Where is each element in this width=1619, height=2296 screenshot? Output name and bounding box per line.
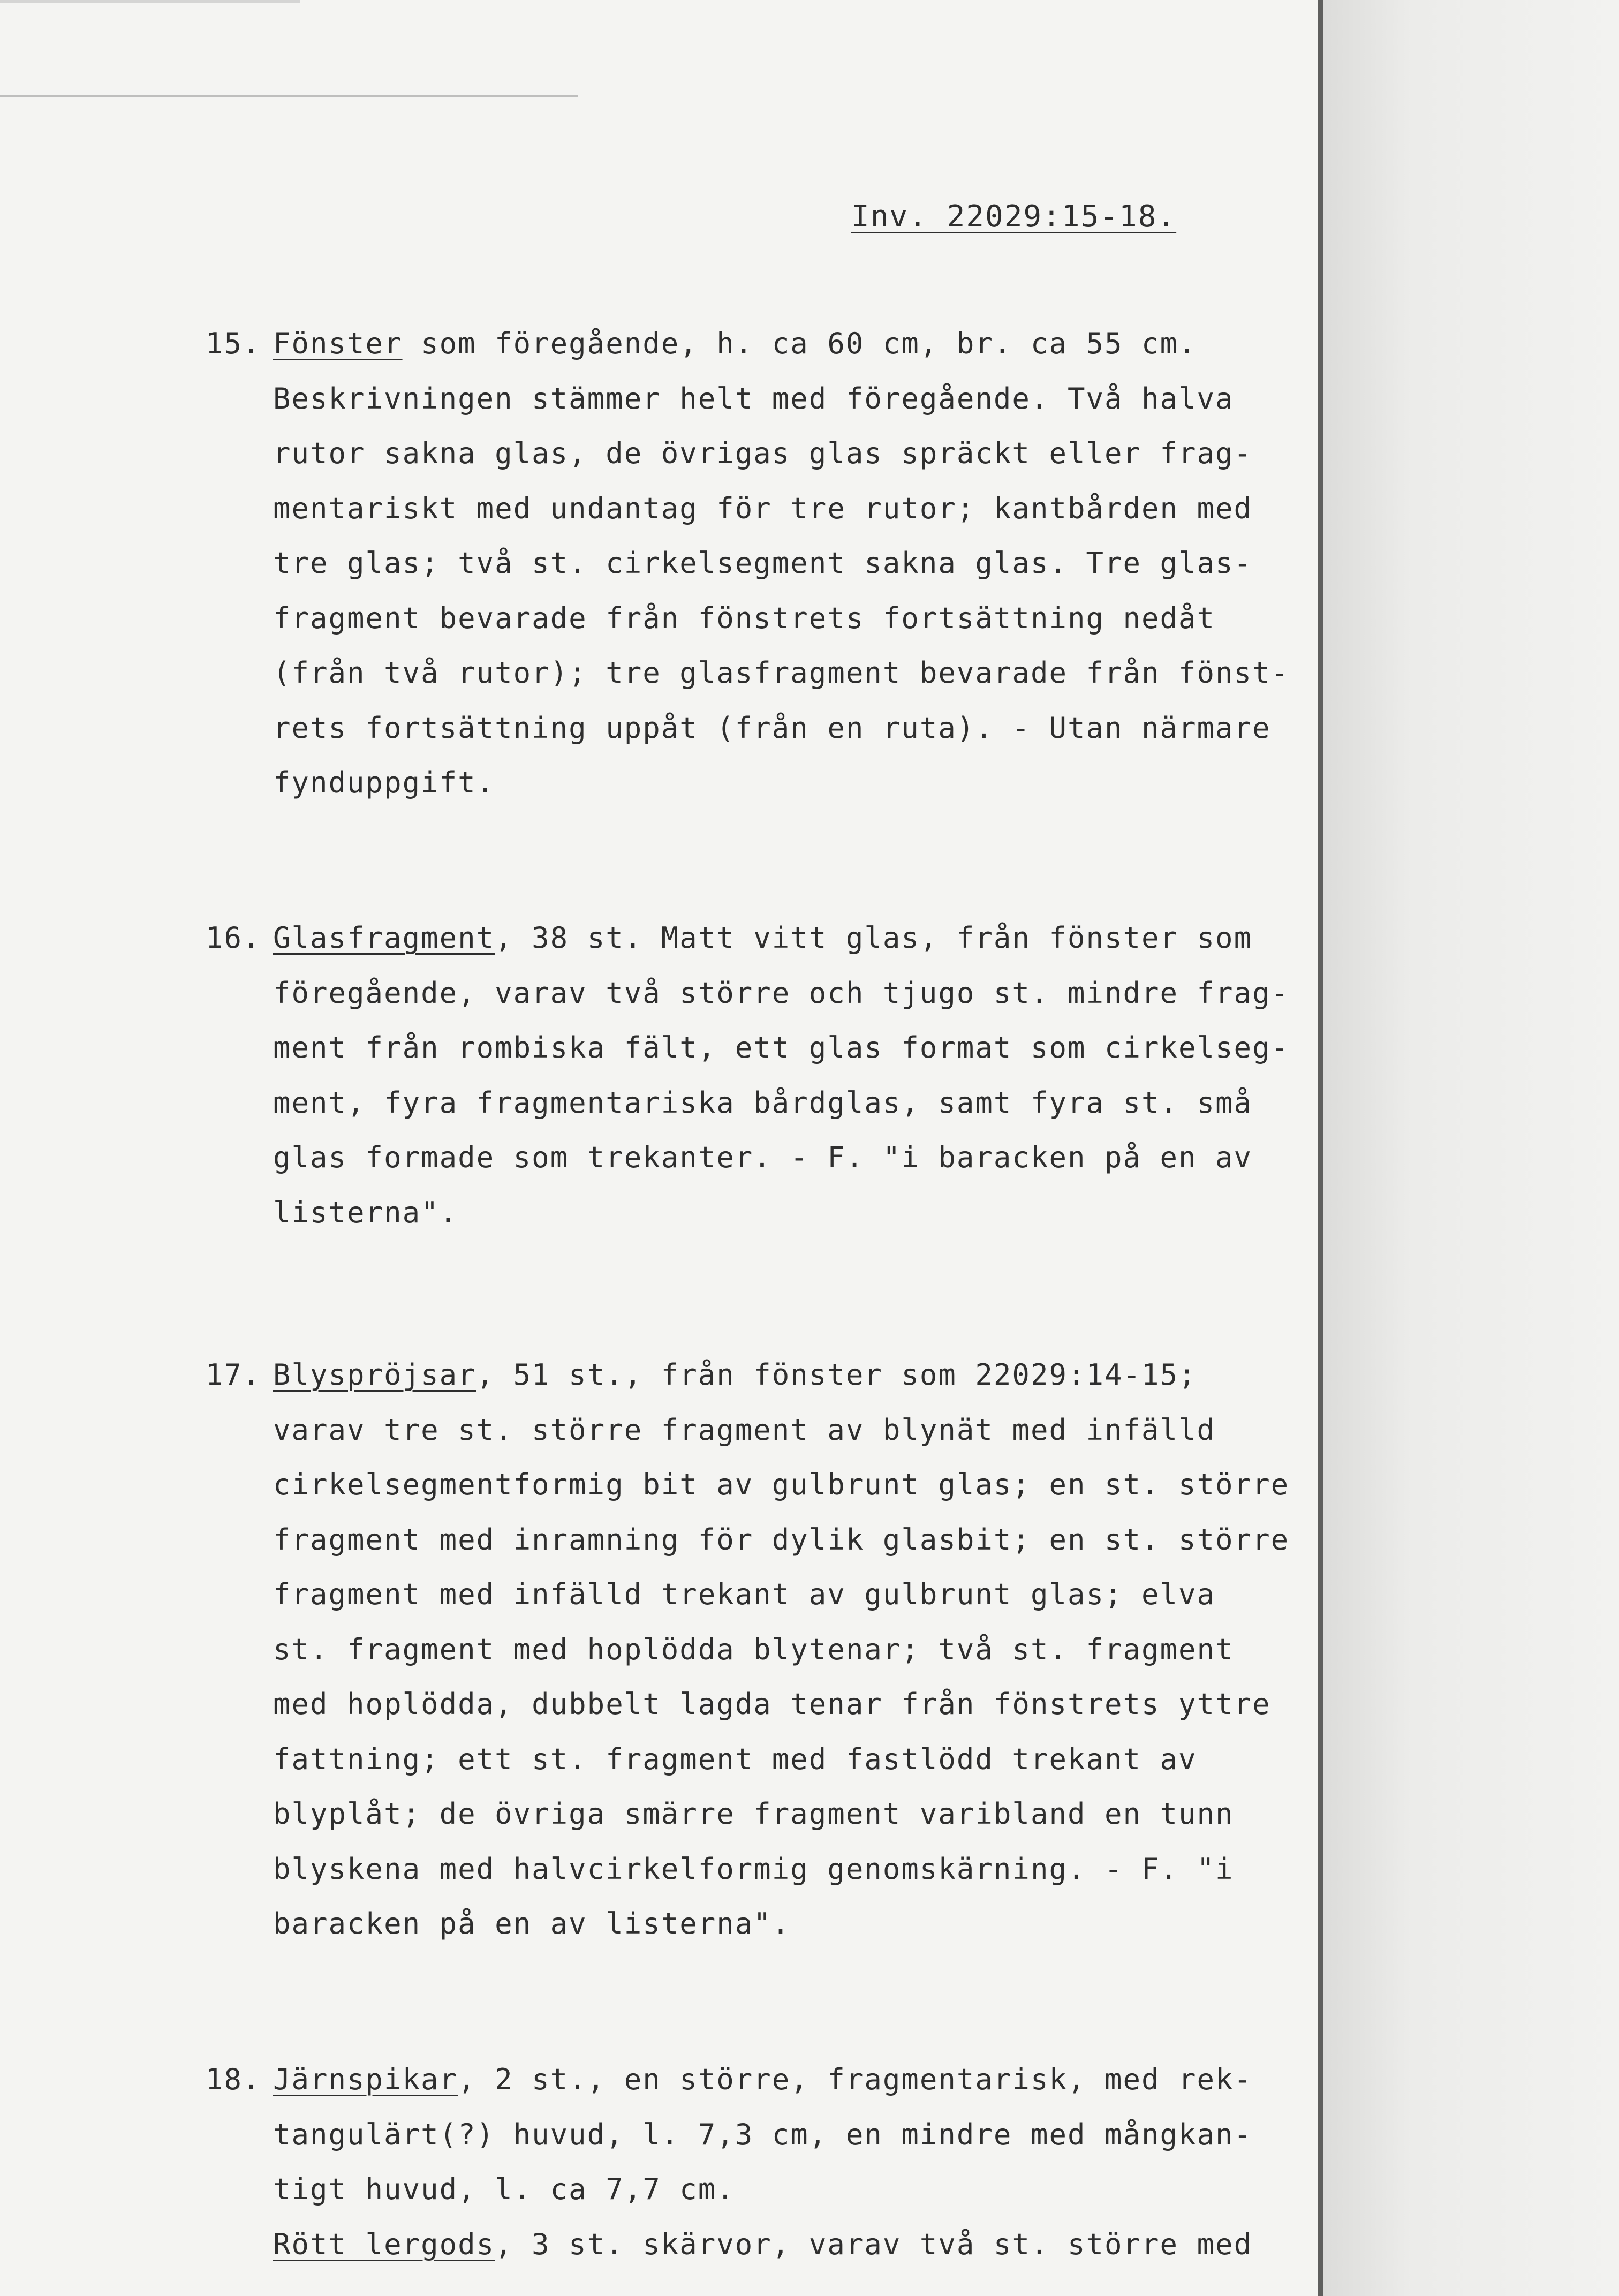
entry-text: (från två rutor); tre glasfragment bevarade från fönst-	[273, 656, 1290, 690]
entry-line	[273, 1577, 1215, 1611]
entry-line	[273, 546, 1252, 580]
entry-text: baracken på en av listerna".	[273, 1907, 791, 1940]
entry-line	[273, 436, 1252, 470]
entry-text: med hoplödda, dubbelt lagda tenar från fönstrets yttre	[273, 1687, 1271, 1721]
entry-line	[273, 2172, 735, 2206]
entry-heading: Järnspikar	[273, 2063, 458, 2096]
entry-text: tigt huvud, l. ca 7,7 cm.	[273, 2172, 735, 2206]
entry-text: fragment med infälld trekant av gulbrunt glas; elva	[273, 1577, 1216, 1611]
entry-heading: Fönster	[273, 327, 403, 360]
entry-line	[273, 1523, 1289, 1557]
entry-line	[273, 1797, 1234, 1831]
entry-line	[273, 2227, 1252, 2261]
entry-text: mentariskt med undantag för tre rutor; kantbården med	[273, 491, 1253, 525]
entry-line	[273, 2118, 1252, 2151]
entry-text: Beskrivningen stämmer helt med föregående. Två halva	[273, 381, 1234, 416]
scan-page-edge	[1318, 0, 1323, 2296]
entry-line	[273, 921, 1252, 955]
entry-line	[273, 1907, 790, 1940]
entry-number: 18.	[206, 2063, 261, 2096]
entry-text: fragment bevarade från fönstrets fortsättning nedåt	[273, 601, 1216, 635]
entry-text: varav tre st. större fragment av blynät med infälld	[273, 1413, 1216, 1447]
scan-artifact-line	[0, 95, 578, 97]
entry-line	[273, 1196, 458, 1229]
entry-line	[273, 711, 1271, 745]
entry-text: ment från rombiska fält, ett glas format som cirkelseg-	[273, 1031, 1290, 1064]
entry-text: blyplåt; de övriga smärre fragment varibland en tunn	[273, 1797, 1234, 1831]
entry-line	[273, 2063, 1252, 2096]
entry-text: föregående, varav två större och tjugo st. mindre frag-	[273, 976, 1290, 1010]
entry-text: rutor sakna glas, de övrigas glas spräckt eller frag-	[273, 436, 1253, 470]
entry-text: , 2 st., en större, fragmentarisk, med rek-	[458, 2063, 1253, 2096]
entry-number: 15.	[206, 327, 261, 360]
entry-line	[273, 1852, 1234, 1886]
entry-text: ment, fyra fragmentariska bårdglas, samt fyra st. små	[273, 1085, 1253, 1120]
entry-text: glas formade som trekanter. - F. "i baracken på en av	[273, 1141, 1253, 1174]
entry-text: tangulärt(?) huvud, l. 7,3 cm, en mindre med mångkan-	[273, 2117, 1253, 2151]
entry-text: cirkelsegmentformig bit av gulbrunt glas; en st. större	[273, 1468, 1290, 1501]
entry-line	[273, 492, 1252, 525]
entry-number: 16.	[206, 921, 261, 955]
entry-text: rets fortsättning uppåt (från en ruta). - Utan närmare	[273, 711, 1271, 745]
entry-line	[273, 1633, 1234, 1666]
entry-line	[273, 1687, 1271, 1721]
scan-artifact-top	[0, 0, 300, 3]
entry-text: , 51 st., från fönster som 22029:14-15;	[476, 1358, 1197, 1392]
entry-heading: Blyspröjsar	[273, 1358, 476, 1392]
entry-line	[273, 327, 1197, 360]
entry-line	[273, 766, 495, 799]
entry-line	[273, 1742, 1197, 1776]
entry-heading: Glasfragment	[273, 921, 495, 955]
entry-text: som föregående, h. ca 60 cm, br. ca 55 cm.	[402, 327, 1197, 360]
entry-text: tre glas; två st. cirkelsegment sakna glas. Tre glas-	[273, 546, 1253, 580]
entry-text: fattning; ett st. fragment med fastlödd trekant av	[273, 1742, 1197, 1776]
entry-number: 17.	[206, 1358, 261, 1392]
entry-text: , 38 st. Matt vitt glas, från fönster som	[495, 921, 1253, 955]
entry-line	[273, 601, 1215, 635]
entry-line	[273, 382, 1234, 416]
entry-heading: Rött lergods	[273, 2227, 495, 2261]
entry-text: blyskena med halvcirkelformig genomskärning. - F. "i	[273, 1852, 1234, 1886]
entry-line	[273, 1413, 1215, 1447]
entry-line	[273, 1031, 1289, 1064]
entry-text: , 3 st. skärvor, varav två st. större med	[495, 2227, 1253, 2261]
entry-line	[273, 1086, 1252, 1120]
entry-text: fragment med inramning för dylik glasbit; en st. större	[273, 1522, 1290, 1557]
inventory-reference: Inv. 22029:15-18.	[851, 199, 1177, 234]
entry-line	[273, 1468, 1289, 1501]
entry-line	[273, 1358, 1197, 1392]
entry-text: st. fragment med hoplödda blytenar; två st. fragment	[273, 1632, 1234, 1666]
entry-text: fynduppgift.	[273, 766, 495, 799]
entry-text: listerna".	[273, 1195, 458, 1229]
entry-line	[273, 1141, 1252, 1174]
entry-line	[273, 656, 1289, 690]
entry-line	[273, 976, 1289, 1010]
scan-edge-shadow	[1323, 0, 1619, 2296]
